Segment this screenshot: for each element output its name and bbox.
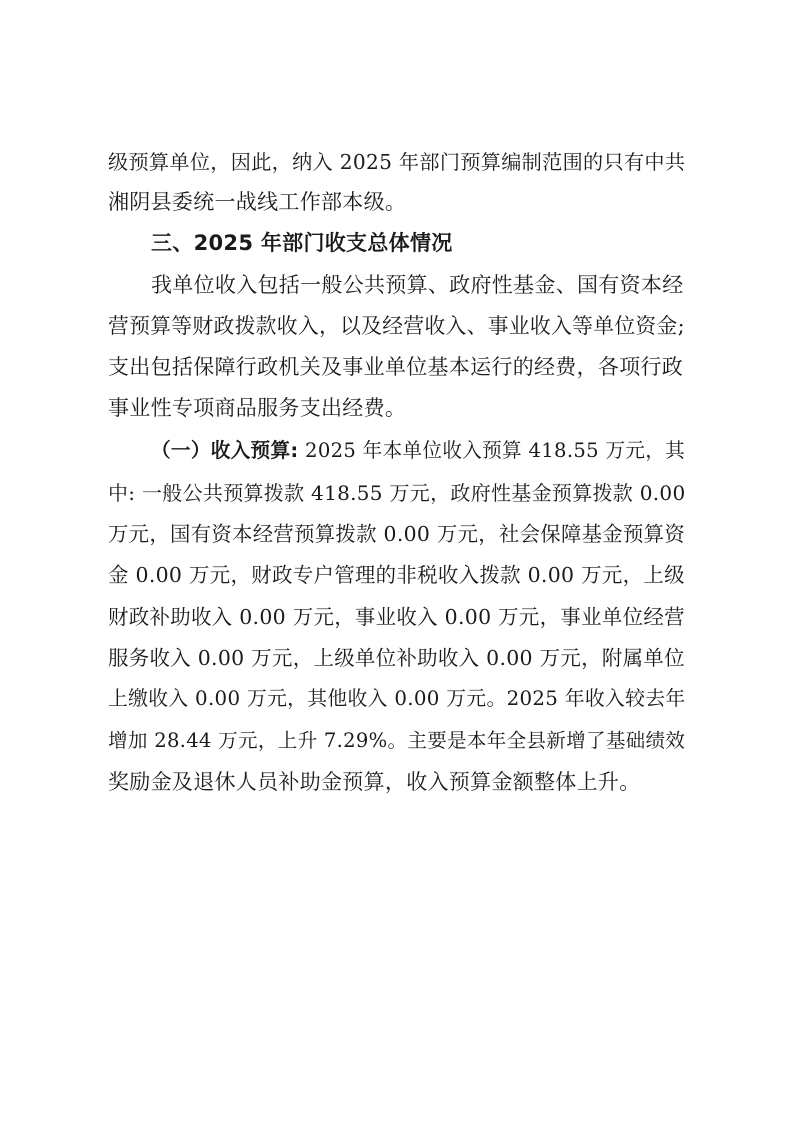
body-text-line: 支出包括保障行政机关及事业单位基本运行的经费，各项行政: [108, 355, 684, 379]
body-text-line: 营预算等财政拨款收入，以及经营收入、事业收入等单位资金;: [108, 314, 685, 338]
body-text-line: 财政补助收入 0.00 万元，事业收入 0.00 万元，事业单位经营: [108, 605, 685, 629]
body-text-line: 湘阴县委统一战线工作部本级。: [108, 190, 407, 214]
body-text-span: 2025 年本单位收入预算 418.55 万元，其: [298, 439, 686, 462]
subsection-lead: （一）收入预算:: [151, 439, 299, 462]
body-text-line: 万元，国有资本经营预算拨款 0.00 万元，社会保障基金预算资: [108, 522, 685, 546]
body-text-line: 级预算单位，因此，纳入 2025 年部门预算编制范围的只有中共: [108, 150, 686, 174]
section-heading: 三、2025 年部门收支总体情况: [151, 231, 453, 255]
body-text-line: 服务收入 0.00 万元，上级单位补助收入 0.00 万元，附属单位: [108, 646, 685, 670]
body-text-line: 奖励金及退休人员补助金预算，收入预算金额整体上升。: [108, 770, 641, 794]
body-text-line: 上缴收入 0.00 万元，其他收入 0.00 万元。2025 年收入较去年: [108, 687, 686, 710]
body-text-line: 增加 28.44 万元，上升 7.29%。主要是本年全县新增了基础绩效: [108, 729, 686, 752]
body-text-line: [0, 431, 793, 471]
body-text-line: 金 0.00 万元，财政专户管理的非税收入拨款 0.00 万元，上级: [108, 563, 685, 587]
body-text-line: 我单位收入包括一般公共预算、政府性基金、国有资本经: [151, 273, 684, 297]
body-text-line: 事业性专项商品服务支出经费。: [108, 396, 407, 420]
body-text-line: 中: 一般公共预算拨款 418.55 万元，政府性基金预算拨款 0.00: [108, 481, 686, 505]
